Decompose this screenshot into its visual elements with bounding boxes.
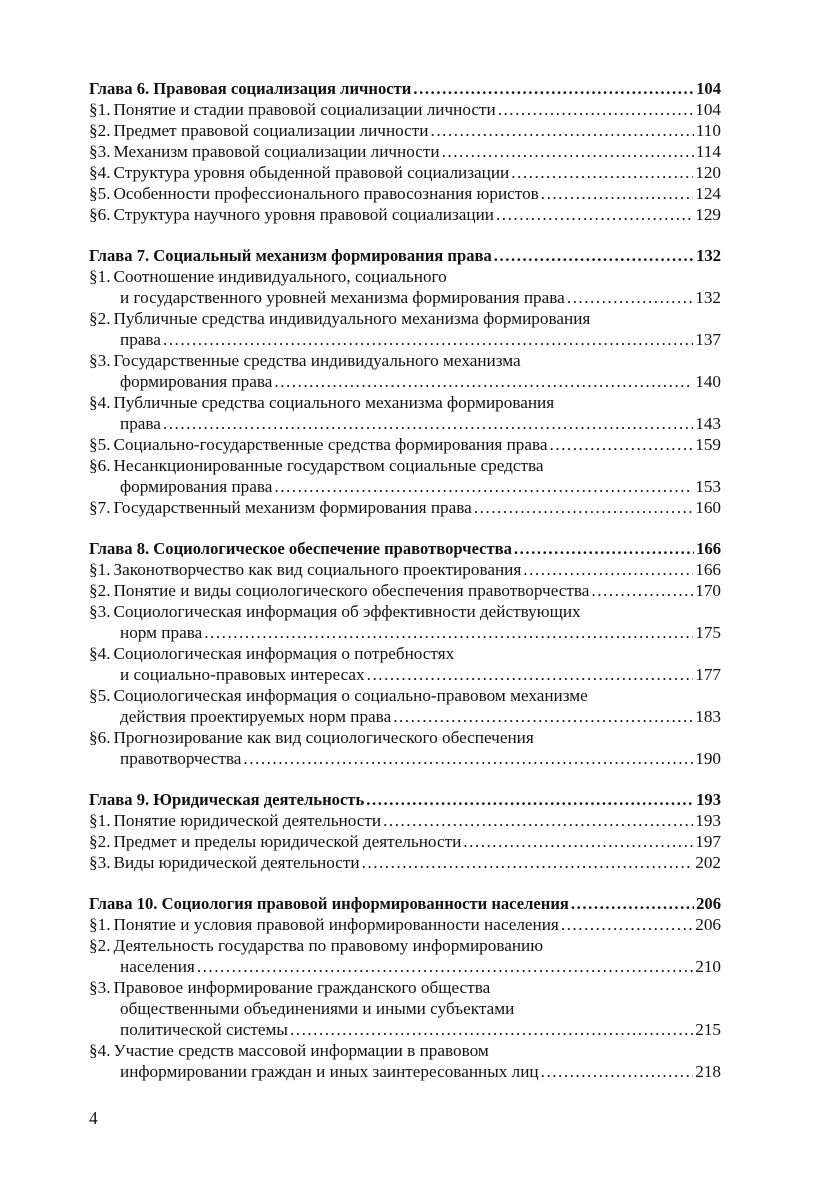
dot-leader bbox=[571, 893, 694, 914]
toc-entry-line bbox=[89, 810, 721, 831]
section-number: §3. bbox=[89, 602, 111, 621]
section-title: Социологическая информация о социально-правовом механизме bbox=[113, 686, 588, 705]
section-number: §6. bbox=[89, 728, 111, 747]
toc-entry-line bbox=[89, 1061, 721, 1082]
toc-entry[interactable] bbox=[89, 266, 721, 308]
dot-leader bbox=[496, 204, 693, 225]
section-title: Понятие и условия правовой информированности населения bbox=[113, 915, 559, 934]
toc-entry-line bbox=[89, 287, 721, 308]
section-title: Участие средств массовой информации в правовом bbox=[113, 1041, 489, 1060]
section-page-number: 177 bbox=[695, 665, 721, 684]
section-number: §6. bbox=[89, 456, 111, 475]
dot-leader bbox=[362, 852, 694, 873]
section-title: Деятельность государства по правовому информированию bbox=[113, 936, 544, 955]
toc-entry-line bbox=[89, 308, 721, 329]
dot-leader bbox=[567, 287, 693, 308]
toc-entry-line bbox=[89, 120, 721, 141]
toc-entry-line bbox=[89, 643, 721, 664]
section-page-number: 175 bbox=[695, 623, 721, 642]
chapter-heading[interactable] bbox=[89, 893, 721, 914]
toc-entry[interactable] bbox=[89, 831, 721, 852]
section-title: Виды юридической деятельности bbox=[113, 853, 360, 872]
toc-entry-line bbox=[89, 476, 721, 497]
toc-entry-line bbox=[89, 497, 721, 518]
section-title: политической системы bbox=[120, 1020, 288, 1039]
toc-entry-line bbox=[89, 977, 721, 998]
section-title: Публичные средства индивидуального механизма формирования bbox=[113, 309, 591, 328]
chapter-page-number: 132 bbox=[696, 246, 721, 265]
toc-entry[interactable] bbox=[89, 141, 721, 162]
section-page-number: 193 bbox=[695, 811, 721, 830]
section-title: Структура уровня обыденной правовой социализации bbox=[113, 163, 510, 182]
toc-entry-line bbox=[89, 204, 721, 225]
toc-entry[interactable] bbox=[89, 685, 721, 727]
toc-entry[interactable] bbox=[89, 434, 721, 455]
dot-leader bbox=[541, 183, 693, 204]
section-number: §3. bbox=[89, 853, 111, 872]
chapter-title: Глава 9. Юридическая деятельность bbox=[89, 790, 365, 809]
chapter-block bbox=[89, 789, 721, 873]
section-number: §3. bbox=[89, 978, 111, 997]
section-page-number: 166 bbox=[695, 560, 721, 579]
section-number: §4. bbox=[89, 393, 111, 412]
toc-entry-line bbox=[89, 329, 721, 350]
toc-entry[interactable] bbox=[89, 810, 721, 831]
toc-entry-line bbox=[89, 914, 721, 935]
section-title: права bbox=[120, 330, 161, 349]
toc-entry-line bbox=[89, 601, 721, 622]
toc-entry[interactable] bbox=[89, 120, 721, 141]
section-title: Понятие юридической деятельности bbox=[113, 811, 382, 830]
toc-entry-line bbox=[89, 1019, 721, 1040]
section-page-number: 210 bbox=[695, 957, 721, 976]
section-page-number: 153 bbox=[695, 477, 721, 496]
section-number: §1. bbox=[89, 100, 111, 119]
section-page-number: 202 bbox=[695, 853, 721, 872]
section-page-number: 140 bbox=[695, 372, 721, 391]
toc-entry-line bbox=[89, 748, 721, 769]
toc-entry[interactable] bbox=[89, 308, 721, 350]
dot-leader bbox=[274, 371, 693, 392]
toc-entry-line bbox=[89, 392, 721, 413]
table-of-contents bbox=[89, 78, 721, 1102]
section-title: Понятие и стадии правовой социализации личности bbox=[113, 100, 496, 119]
section-number: §1. bbox=[89, 560, 111, 579]
dot-leader bbox=[494, 245, 694, 266]
dot-leader bbox=[274, 476, 693, 497]
toc-entry-line bbox=[89, 455, 721, 476]
section-title: Публичные средства социального механизма формирования bbox=[113, 393, 555, 412]
dot-leader bbox=[550, 434, 694, 455]
toc-entry[interactable] bbox=[89, 99, 721, 120]
toc-entry[interactable] bbox=[89, 1040, 721, 1082]
toc-entry-line bbox=[89, 706, 721, 727]
section-title: Социологическая информация об эффективности действующих bbox=[113, 602, 581, 621]
dot-leader bbox=[561, 914, 693, 935]
toc-entry[interactable] bbox=[89, 580, 721, 601]
section-number: §4. bbox=[89, 1041, 111, 1060]
section-title: Предмет и пределы юридической деятельности bbox=[113, 832, 462, 851]
toc-entry[interactable] bbox=[89, 935, 721, 977]
section-page-number: 218 bbox=[695, 1062, 721, 1081]
chapter-heading[interactable] bbox=[89, 789, 721, 810]
section-title: права bbox=[120, 414, 161, 433]
toc-entry-line bbox=[89, 99, 721, 120]
section-page-number: 124 bbox=[695, 184, 721, 203]
section-title: Законотворчество как вид социального проектирования bbox=[113, 560, 522, 579]
dot-leader bbox=[197, 956, 693, 977]
toc-entry-line bbox=[89, 998, 721, 1019]
section-title: Особенности профессионального правосознания юристов bbox=[113, 184, 539, 203]
dot-leader bbox=[413, 78, 694, 99]
toc-entry-line bbox=[89, 622, 721, 643]
chapter-page-number: 193 bbox=[696, 790, 721, 809]
toc-entry-line bbox=[89, 371, 721, 392]
section-page-number: 206 bbox=[695, 915, 721, 934]
section-title: Социально-государственные средства формирования права bbox=[113, 435, 548, 454]
toc-entry-line bbox=[89, 413, 721, 434]
page-number: 4 bbox=[89, 1108, 98, 1128]
section-number: §6. bbox=[89, 205, 111, 224]
section-page-number: 137 bbox=[695, 330, 721, 349]
chapter-page-number: 104 bbox=[696, 79, 721, 98]
dot-leader bbox=[498, 99, 694, 120]
section-page-number: 120 bbox=[695, 163, 721, 182]
toc-entry[interactable] bbox=[89, 162, 721, 183]
section-number: §2. bbox=[89, 936, 111, 955]
section-page-number: 143 bbox=[695, 414, 721, 433]
toc-entry[interactable] bbox=[89, 914, 721, 935]
dot-leader bbox=[163, 329, 693, 350]
section-title: общественными объединениями и иными субъектами bbox=[120, 999, 515, 1018]
section-title: Несанкционированные государством социальные средства bbox=[113, 456, 544, 475]
toc-entry[interactable] bbox=[89, 392, 721, 434]
toc-entry-line bbox=[89, 559, 721, 580]
section-title: формирования права bbox=[120, 477, 273, 496]
section-number: §1. bbox=[89, 915, 111, 934]
chapter-page-number: 166 bbox=[696, 539, 721, 558]
chapter-title: Глава 7. Социальный механизм формирования права bbox=[89, 246, 492, 265]
section-number: §7. bbox=[89, 498, 111, 517]
section-number: §5. bbox=[89, 435, 111, 454]
toc-entry-line bbox=[89, 831, 721, 852]
toc-entry-line bbox=[89, 1040, 721, 1061]
section-number: §2. bbox=[89, 121, 111, 140]
section-title: Социологическая информация о потребностях bbox=[113, 644, 455, 663]
dot-leader bbox=[393, 706, 693, 727]
toc-entry[interactable] bbox=[89, 601, 721, 643]
section-title: Понятие и виды социологического обеспечения правотворчества bbox=[113, 581, 590, 600]
toc-entry[interactable] bbox=[89, 455, 721, 497]
chapter-page-number: 206 bbox=[696, 894, 721, 913]
section-page-number: 160 bbox=[695, 498, 721, 517]
section-title: информировании граждан и иных заинтересованных лиц bbox=[120, 1062, 539, 1081]
chapter-heading[interactable] bbox=[89, 245, 721, 266]
section-title: формирования права bbox=[120, 372, 273, 391]
section-title: Государственный механизм формирования права bbox=[113, 498, 472, 517]
chapter-title: Глава 10. Социология правовой информированности населения bbox=[89, 894, 569, 913]
toc-entry[interactable] bbox=[89, 977, 721, 1040]
section-title: Структура научного уровня правовой социализации bbox=[113, 205, 494, 224]
chapter-block bbox=[89, 538, 721, 769]
section-page-number: 190 bbox=[695, 749, 721, 768]
toc-entry[interactable] bbox=[89, 852, 721, 873]
toc-entry-line bbox=[89, 141, 721, 162]
dot-leader bbox=[163, 413, 693, 434]
toc-entry-line bbox=[89, 162, 721, 183]
section-page-number: 197 bbox=[695, 832, 721, 851]
dot-leader bbox=[523, 559, 693, 580]
section-number: §2. bbox=[89, 832, 111, 851]
dot-leader bbox=[442, 141, 694, 162]
section-page-number: 129 bbox=[695, 205, 721, 224]
dot-leader bbox=[290, 1019, 693, 1040]
dot-leader bbox=[591, 580, 693, 601]
section-title: Прогнозирование как вид социологического обеспечения bbox=[113, 728, 534, 747]
dot-leader bbox=[463, 831, 693, 852]
toc-entry-line bbox=[89, 956, 721, 977]
toc-entry-line bbox=[89, 183, 721, 204]
dot-leader bbox=[383, 810, 693, 831]
dot-leader bbox=[474, 497, 693, 518]
section-page-number: 132 bbox=[695, 288, 721, 307]
toc-entry[interactable] bbox=[89, 559, 721, 580]
section-page-number: 114 bbox=[695, 142, 721, 161]
toc-entry-line bbox=[89, 935, 721, 956]
section-title: Соотношение индивидуального, социального bbox=[113, 267, 447, 286]
chapter-block bbox=[89, 78, 721, 225]
dot-leader bbox=[511, 162, 693, 183]
section-page-number: 183 bbox=[695, 707, 721, 726]
dot-leader bbox=[366, 789, 694, 810]
toc-entry-line bbox=[89, 852, 721, 873]
section-title: и социально-правовых интересах bbox=[120, 665, 365, 684]
chapter-block bbox=[89, 245, 721, 518]
dot-leader bbox=[367, 664, 694, 685]
section-page-number: 159 bbox=[695, 435, 721, 454]
section-title: Государственные средства индивидуального механизма bbox=[113, 351, 521, 370]
section-number: §4. bbox=[89, 644, 111, 663]
toc-entry[interactable] bbox=[89, 643, 721, 685]
toc-entry[interactable] bbox=[89, 727, 721, 769]
toc-entry[interactable] bbox=[89, 183, 721, 204]
section-page-number: 110 bbox=[695, 121, 721, 140]
section-number: §1. bbox=[89, 811, 111, 830]
section-number: §2. bbox=[89, 309, 111, 328]
toc-entry[interactable] bbox=[89, 497, 721, 518]
chapter-heading[interactable] bbox=[89, 78, 721, 99]
dot-leader bbox=[204, 622, 693, 643]
toc-entry-line bbox=[89, 580, 721, 601]
section-title: норм права bbox=[120, 623, 203, 642]
dot-leader bbox=[431, 120, 694, 141]
dot-leader bbox=[514, 538, 694, 559]
toc-entry-line bbox=[89, 266, 721, 287]
section-page-number: 215 bbox=[695, 1020, 721, 1039]
toc-entry-line bbox=[89, 664, 721, 685]
section-title: Предмет правовой социализации личности bbox=[113, 121, 429, 140]
section-page-number: 104 bbox=[695, 100, 721, 119]
section-number: §1. bbox=[89, 267, 111, 286]
chapter-heading[interactable] bbox=[89, 538, 721, 559]
section-title: Правовое информирование гражданского общества bbox=[113, 978, 491, 997]
section-title: и государственного уровней механизма формирования права bbox=[120, 288, 565, 307]
dot-leader bbox=[243, 748, 693, 769]
section-title: населения bbox=[120, 957, 195, 976]
section-title: действия проектируемых норм права bbox=[120, 707, 392, 726]
toc-entry-line bbox=[89, 727, 721, 748]
toc-entry-line bbox=[89, 685, 721, 706]
toc-entry-line bbox=[89, 434, 721, 455]
section-number: §4. bbox=[89, 163, 111, 182]
chapter-title: Глава 8. Социологическое обеспечение правотворчества bbox=[89, 539, 512, 558]
section-title: правотворчества bbox=[120, 749, 242, 768]
chapter-title: Глава 6. Правовая социализация личности bbox=[89, 79, 412, 98]
section-number: §2. bbox=[89, 581, 111, 600]
section-number: §3. bbox=[89, 142, 111, 161]
toc-entry[interactable] bbox=[89, 350, 721, 392]
section-number: §5. bbox=[89, 686, 111, 705]
section-title: Механизм правовой социализации личности bbox=[113, 142, 440, 161]
toc-entry[interactable] bbox=[89, 204, 721, 225]
section-page-number: 170 bbox=[695, 581, 721, 600]
chapter-block bbox=[89, 893, 721, 1082]
toc-entry-line bbox=[89, 350, 721, 371]
dot-leader bbox=[541, 1061, 694, 1082]
section-number: §5. bbox=[89, 184, 111, 203]
section-number: §3. bbox=[89, 351, 111, 370]
